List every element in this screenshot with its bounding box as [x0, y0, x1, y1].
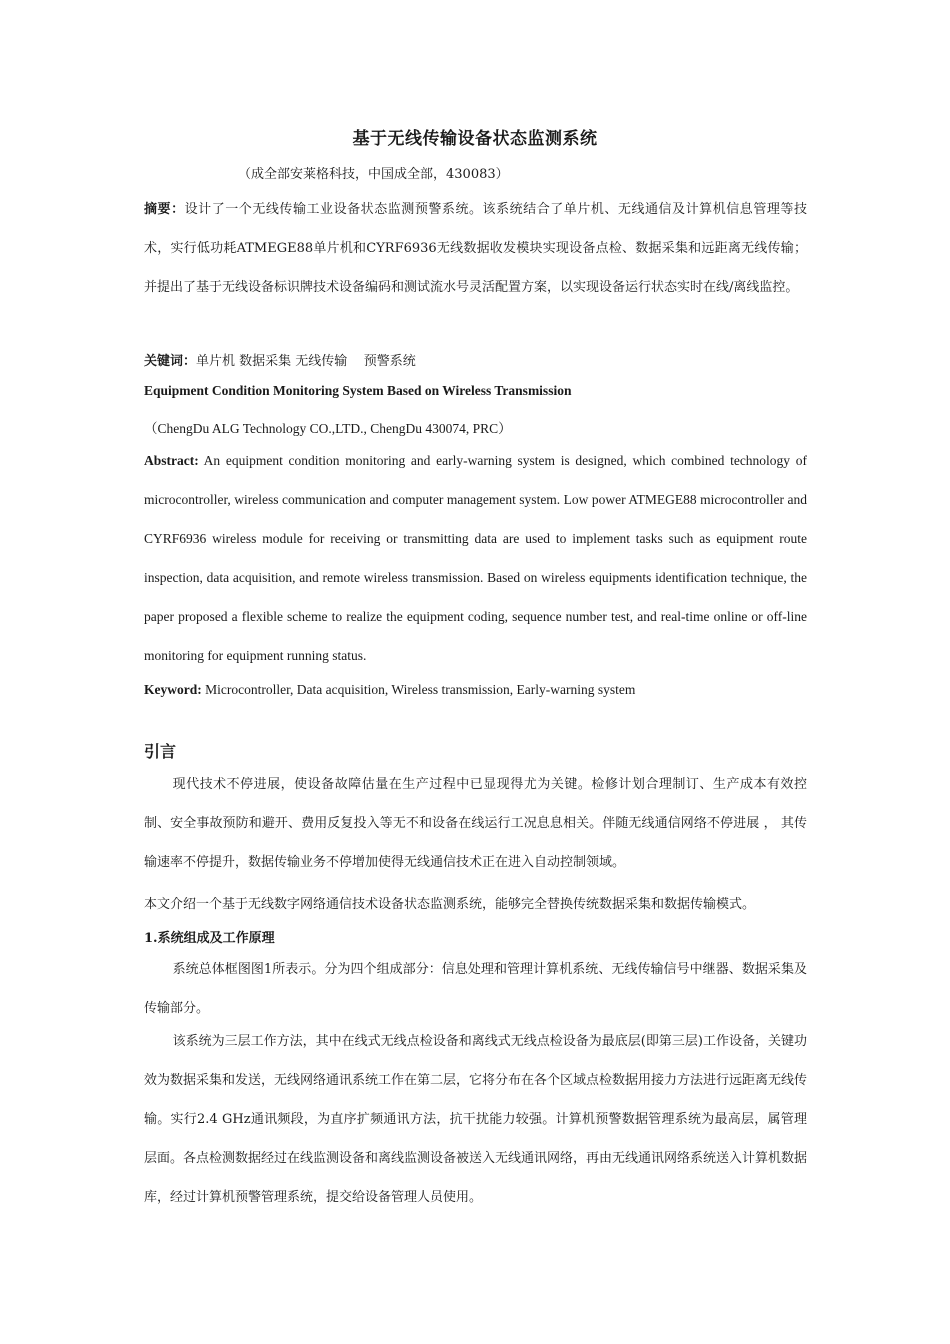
- abstract-cn-label: 摘要：: [144, 202, 185, 217]
- abstract-cn-text: 设计了一个无线传输工业设备状态监测预警系统。该系统结合了单片机、无线通信及计算机信息管理等技术，实行低功耗ATMEGE88单片机和CYRF6936无线数据收发模块实现设备点检、数据采集和远距离无线传输；并提出了基于无线设备标识牌技术设备编码和测试流水号灵活配置方案，以实现设备运行状态实时在线/离线监控。: [144, 202, 807, 295]
- keyword-en-label: Keyword:: [144, 682, 202, 697]
- section-1-paragraph-1: 系统总体框图图1所表示。分为四个组成部分：信息处理和管理计算机系统、无线传输信号中继器、数据采集及传输部分。: [144, 962, 807, 1016]
- keywords-cn-label: 关键词：: [144, 354, 197, 369]
- keyword-en: [144, 682, 807, 698]
- intro-paragraph-2: 本文介绍一个基于无线数字网络通信技术设备状态监测系统，能够完全替换传统数据采集和数据传输模式。: [144, 897, 756, 912]
- abstract-en-text: An equipment condition monitoring and early-warning system is designed, which combined technology of microcontroller, wireless communication and computer management system. Low power ATMEGE88 microcontroller and CYRF6936 wireless module for receiving or transmitting data are used to implement tasks such as equipment route inspection, data acquisition, and remote wireless transmission. Based on wireless equipments identification technique, the paper proposed a flexible scheme to realize the equipment coding, sequence number test, and real-time online or off-line monitoring for equipment running status.: [144, 453, 807, 663]
- paper-title: 基于无线传输设备状态监测系统: [352, 129, 598, 149]
- section-1-paragraph-2: 该系统为三层工作方法，其中在线式无线点检设备和离线式无线点检设备为最底层(即第三层)工作设备，关键功效为数据采集和发送，无线网络通讯系统工作在第二层，它将分布在各个区域点检数据用接力方法进行远距离无线传输。实行2.4 GHz通讯频段，为直序扩频通讯方法，抗干扰能力较强。计算机预警数据管理系统为最高层，属管理层面。各点检测数据经过在线监测设备和离线监测设备被送入无线通讯网络，再由无线通讯网络系统送入计算机数据库，经过计算机预警管理系统，提交给设备管理人员使用。: [144, 1034, 808, 1205]
- keyword-en-text: Microcontroller, Data acquisition, Wireless transmission, Early-warning system: [201, 682, 636, 697]
- section-1-heading: 1.系统组成及工作原理: [144, 931, 275, 946]
- abstract-cn: [144, 190, 807, 307]
- abstract-en-label: Abstract:: [144, 453, 199, 468]
- title-en: Equipment Condition Monitoring System Based on Wireless Transmission: [144, 383, 572, 398]
- intro-paragraph-1: 现代技术不停进展，使设备故障估量在生产过程中已显现得尤为关键。检修计划合理制订、生产成本有效控制、安全事故预防和避开、费用反复投入等无不和设备在线运行工况息息相关。伴随无线通信网络不停进展 ， 其传输速率不停提升，数据传输业务不停增加使得无线通信技术正在进入自动控制领域。: [144, 777, 807, 870]
- intro-heading: 引言: [144, 742, 177, 761]
- affiliation-cn: （成全部安莱格科技，中国成全部，430083）: [238, 167, 509, 182]
- abstract-en: [144, 441, 807, 675]
- keywords-cn: [144, 350, 807, 369]
- keywords-cn-text: 单片机 数据采集 无线传输 预警系统: [196, 354, 416, 369]
- affiliation-en: （ChengDu ALG Technology CO.,LTD., ChengDu 430074, PRC）: [144, 421, 512, 436]
